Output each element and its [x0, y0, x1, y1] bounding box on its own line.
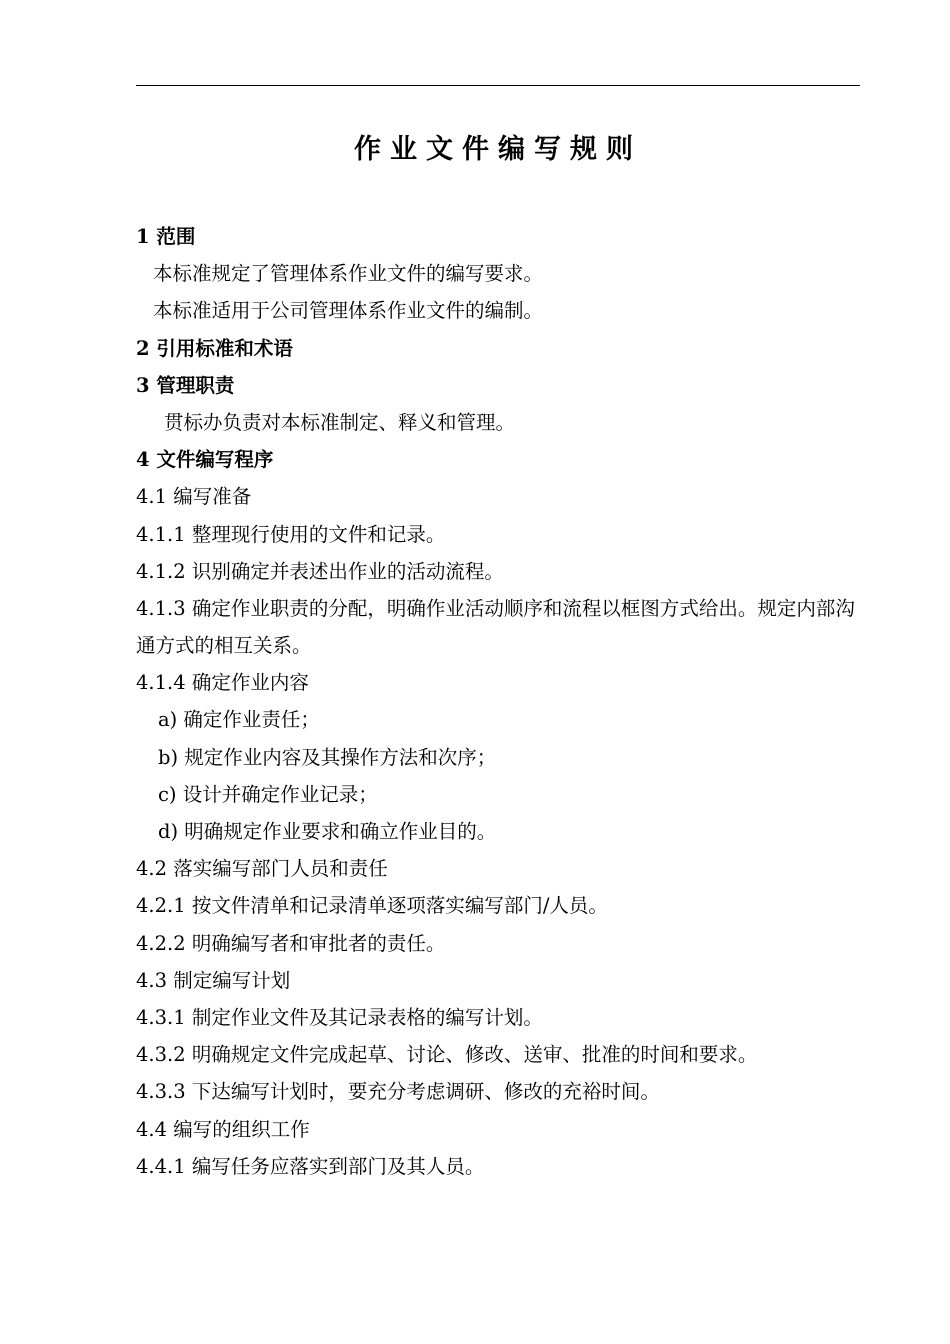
list-item: c) 设计并确定作业记录；: [158, 782, 378, 806]
clause: 4.3.1 制定作业文件及其记录表格的编写计划。: [136, 1005, 543, 1029]
subsection-heading: 4.1 编写准备: [136, 485, 252, 509]
section-heading-responsibilities: 3 管理职责: [136, 373, 235, 397]
section-heading-scope: 1 范围: [136, 225, 196, 248]
clause: 4.2.2 明确编写者和审批者的责任。: [136, 931, 446, 955]
clause: 4.4.1 编写任务应落实到部门及其人员。: [136, 1154, 485, 1178]
header-rule: [136, 85, 860, 86]
paragraph: 贯标办负责对本标准制定、释义和管理。: [164, 410, 516, 434]
document-body: [136, 218, 860, 1185]
clause: 4.1.2 识别确定并表述出作业的活动流程。: [136, 559, 504, 583]
paragraph: 本标准规定了管理体系作业文件的编写要求。: [153, 262, 544, 286]
clause: 4.1.1 整理现行使用的文件和记录。: [136, 522, 446, 546]
clause: 4.3.2 明确规定文件完成起草、讨论、修改、送审、批准的时间和要求。: [136, 1043, 758, 1067]
paragraph: 本标准适用于公司管理体系作业文件的编制。: [153, 299, 544, 323]
subsection-heading: 4.2 落实编写部门人员和责任: [136, 857, 388, 881]
subsection-heading: 4.3 制定编写计划: [136, 968, 291, 992]
section-heading-references: 2 引用标准和术语: [136, 336, 293, 360]
list-item: a) 确定作业责任；: [158, 708, 320, 732]
clause: 4.1.3 确定作业职责的分配，明确作业活动顺序和流程以框图方式给出。规定内部沟通方式的相互关系。: [136, 596, 855, 658]
subsection-heading: 4.4 编写的组织工作: [136, 1117, 310, 1141]
section-heading-procedure: 4 文件编写程序: [136, 448, 274, 472]
list-item: b) 规定作业内容及其操作方法和次序；: [158, 745, 497, 769]
page-title: 作业文件编写规则: [354, 134, 642, 165]
clause: 4.2.1 按文件清单和记录清单逐项落实编写部门/人员。: [136, 894, 608, 918]
list-item: d) 明确规定作业要求和确立作业目的。: [158, 820, 497, 844]
clause: 4.3.3 下达编写计划时，要充分考虑调研、修改的充裕时间。: [136, 1080, 660, 1104]
clause: 4.1.4 确定作业内容: [136, 671, 309, 695]
